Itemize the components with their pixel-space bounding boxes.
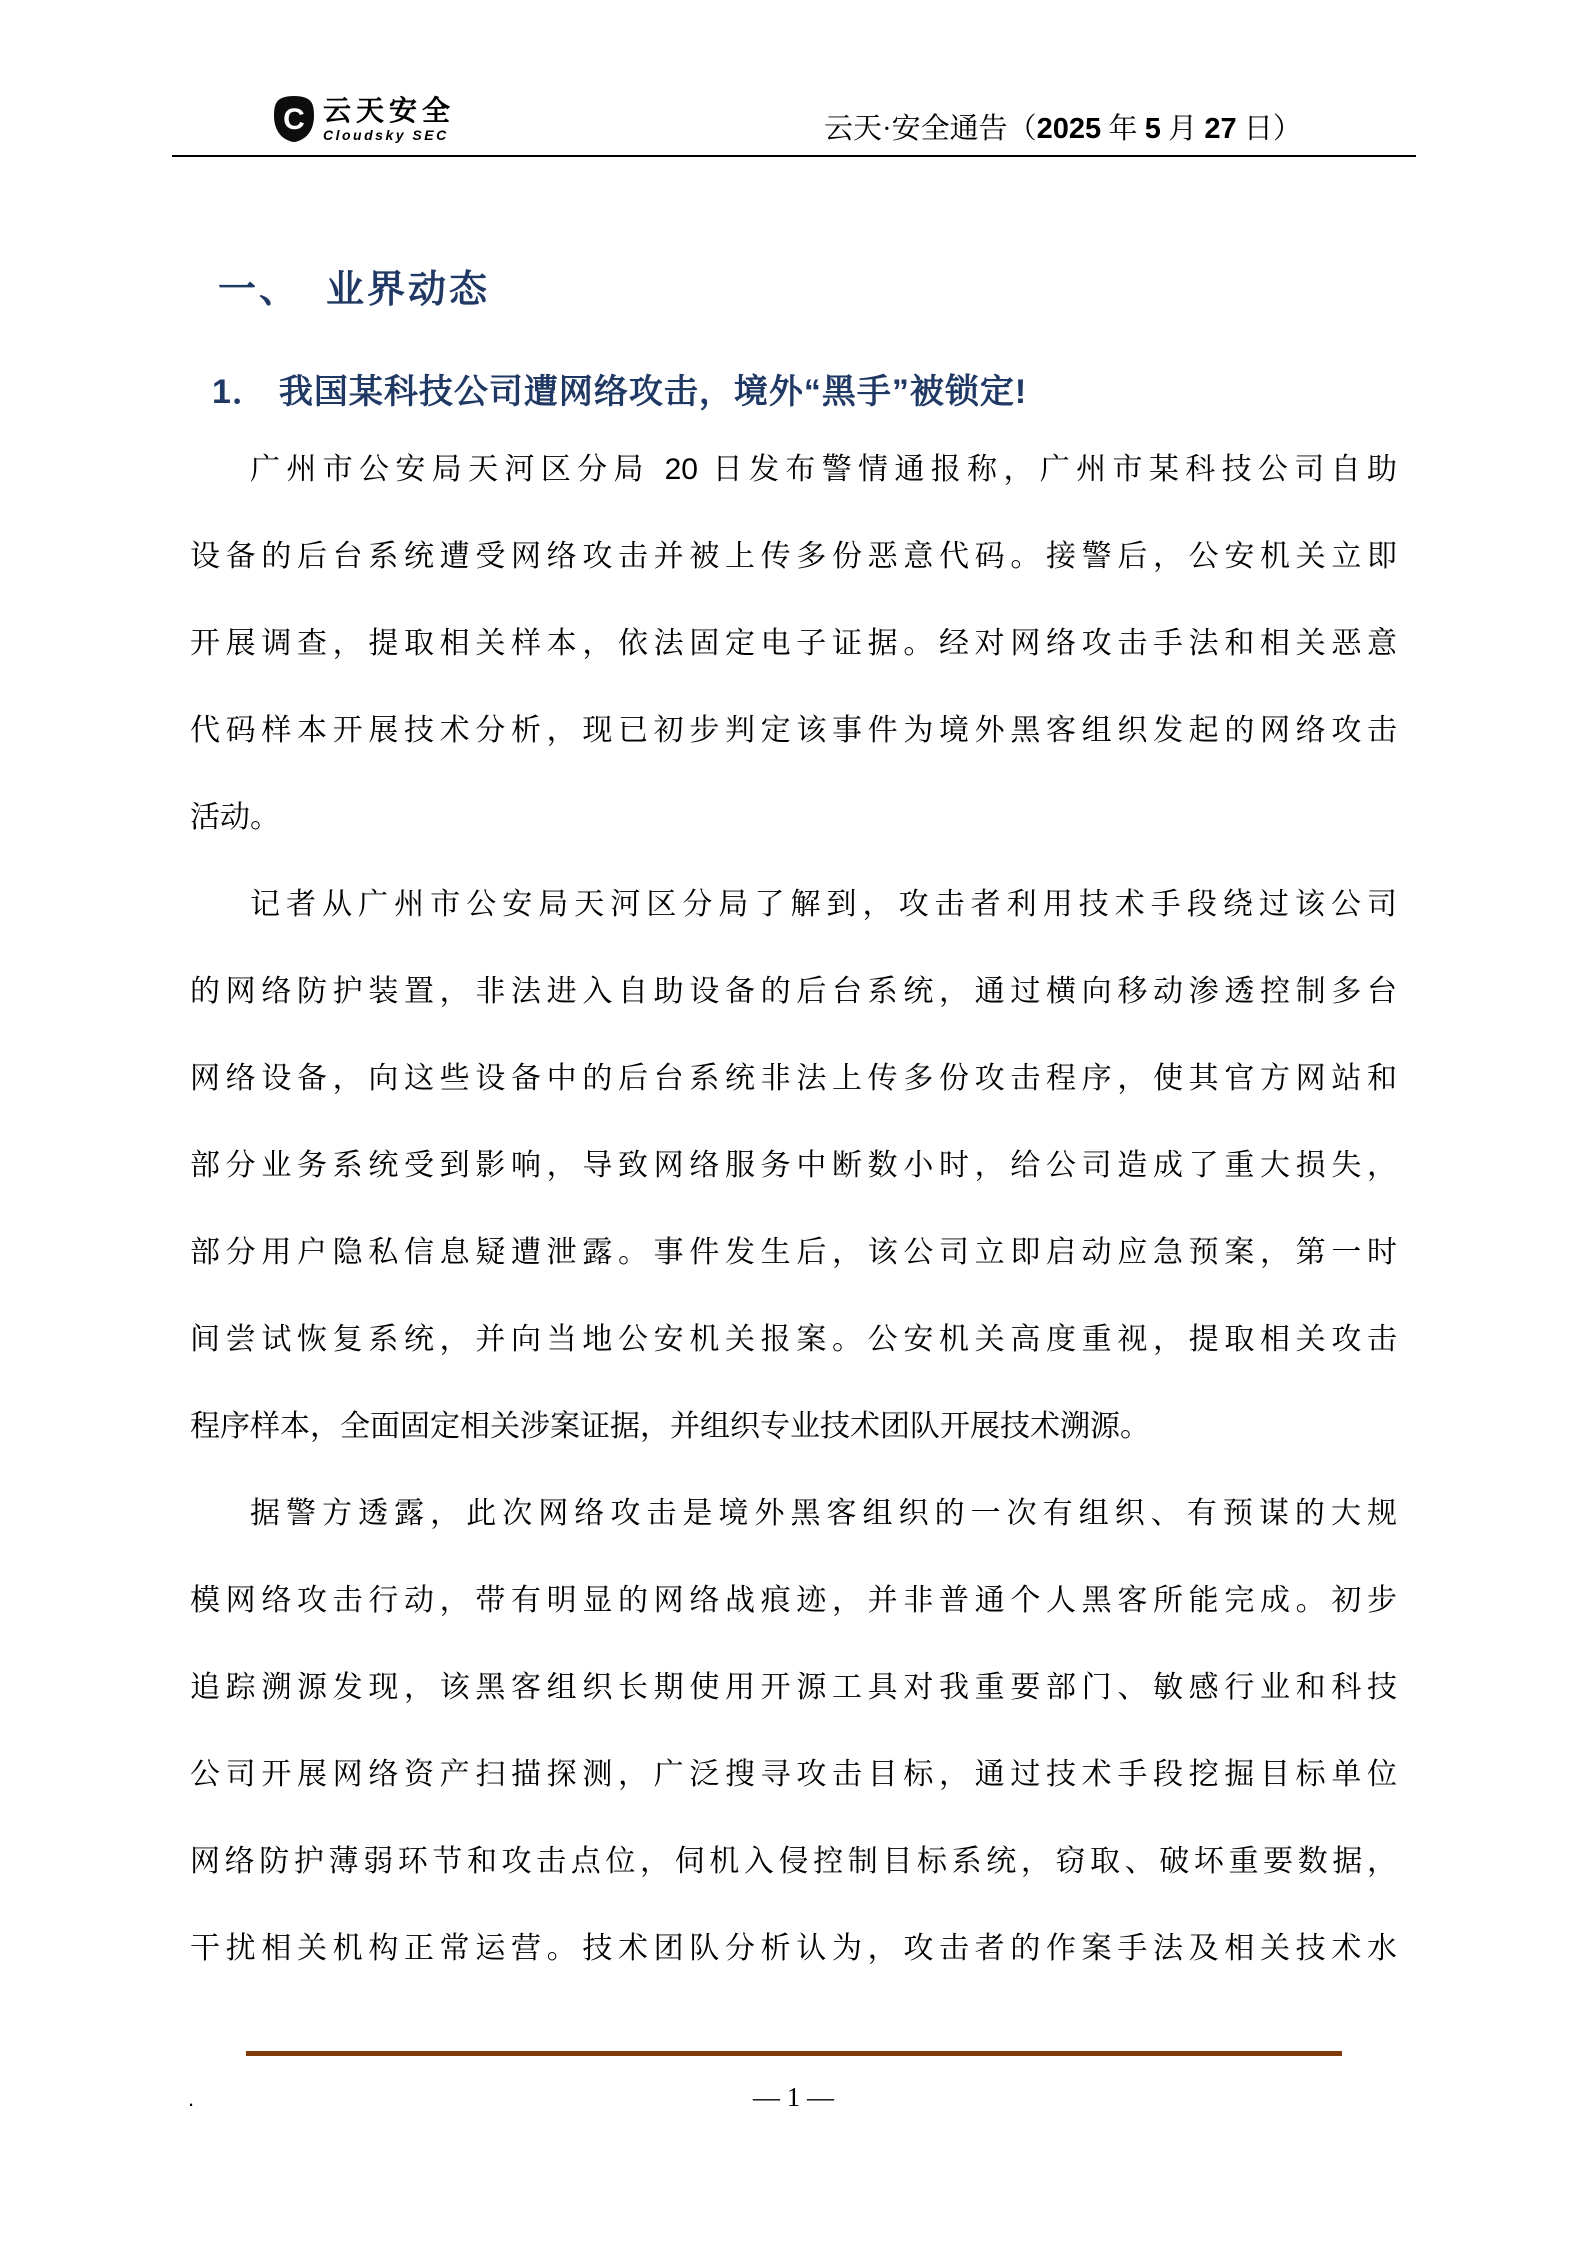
paragraph-line: 记者从广州市公安局天河区分局了解到，攻击者利用技术手段绕过该公司 [250, 888, 1397, 921]
paragraph-line: 网络设备，向这些设备中的后台系统非法上传多份攻击程序，使其官方网站和 [190, 1062, 1397, 1095]
header-divider [172, 155, 1416, 157]
article-body [190, 426, 1397, 1992]
footer-divider [246, 2051, 1342, 2056]
paragraph-line: 活动。 [190, 801, 280, 834]
paragraph-line: 广州市公安局天河区分局 20 日发布警情通报称，广州市某科技公司自助 [250, 453, 1397, 486]
bulletin-month: 5 [1144, 113, 1161, 145]
page-number: — 1 — [753, 2082, 834, 2112]
shield-c-icon [274, 95, 314, 143]
footer-left-mark: . [188, 2086, 195, 2111]
paragraph-line: 模网络攻击行动，带有明显的网络战痕迹，并非普通个人黑客所能完成。初步 [190, 1584, 1397, 1617]
paragraph-line: 程序样本，全面固定相关涉案证据，并组织专业技术团队开展技术溯源。 [190, 1410, 1150, 1443]
svg-text:C: C [283, 103, 305, 136]
paragraph-line: 网络防护薄弱环节和攻击点位，伺机入侵控制目标系统，窃取、破坏重要数据， [190, 1845, 1397, 1878]
bulletin-title-text: 日） [1236, 113, 1302, 145]
paragraph-line: 干扰相关机构正常运营。技术团队分析认为，攻击者的作案手法及相关技术水 [190, 1932, 1397, 1965]
bulletin-title-text: 云天·安全通告（ [824, 113, 1037, 145]
paragraph-line: 据警方透露，此次网络攻击是境外黑客组织的一次有组织、有预谋的大规 [250, 1497, 1397, 1530]
bulletin-year: 2025 [1036, 113, 1102, 145]
paragraph-line: 设备的后台系统遭受网络攻击并被上传多份恶意代码。接警后，公安机关立即 [190, 540, 1397, 573]
article-title: 我国某科技公司遭网络攻击，境外“黑手”被锁定! [278, 373, 1028, 411]
paragraph-line: 的网络防护装置，非法进入自助设备的后台系统，通过横向移动渗透控制多台 [190, 975, 1397, 1008]
section-heading [218, 258, 490, 313]
brand-name-en: Cloudsky SEC [323, 127, 449, 143]
brand-logo [274, 95, 455, 143]
article-number: 1． [212, 373, 267, 411]
paragraph-line: 部分用户隐私信息疑遭泄露。事件发生后，该公司立即启动应急预案，第一时 [190, 1236, 1397, 1269]
paragraph-line: 间尝试恢复系统，并向当地公安机关报案。公安机关高度重视，提取相关攻击 [190, 1323, 1397, 1356]
bulletin-day: 27 [1204, 113, 1237, 145]
article-heading [212, 364, 1027, 413]
bulletin-title-text: 年 [1101, 113, 1145, 145]
brand-name-cn: 云天安全 [323, 95, 456, 126]
brand-name [323, 95, 455, 143]
paragraph-line: 开展调查，提取相关样本，依法固定电子证据。经对网络攻击手法和相关恶意 [190, 627, 1397, 660]
section-number: 一、 [218, 269, 301, 311]
paragraph-line: 追踪溯源发现，该黑客组织长期使用开源工具对我重要部门、敏感行业和科技 [190, 1671, 1397, 1704]
paragraph-line: 部分业务系统受到影响，导致网络服务中断数小时，给公司造成了重大损失， [190, 1149, 1397, 1182]
section-title: 业界动态 [326, 269, 491, 311]
bulletin-title-text: 月 [1160, 113, 1205, 145]
paragraph-line: 代码样本开展技术分析，现已初步判定该事件为境外黑客组织发起的网络攻击 [190, 714, 1397, 747]
paragraph-line: 公司开展网络资产扫描探测，广泛搜寻攻击目标，通过技术手段挖掘目标单位 [190, 1758, 1397, 1791]
bulletin-title [824, 106, 1302, 147]
